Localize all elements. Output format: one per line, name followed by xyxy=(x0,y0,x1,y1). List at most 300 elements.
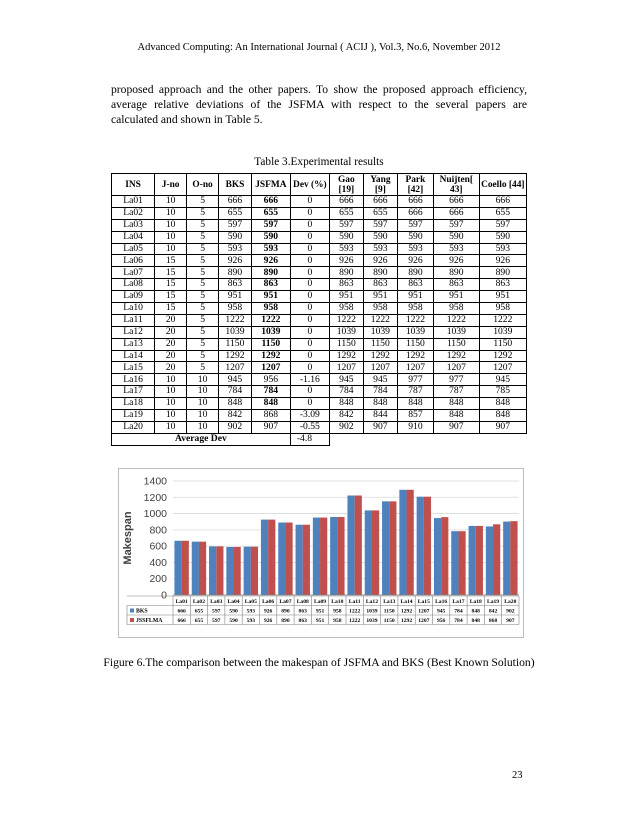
bar-bks-la07 xyxy=(278,523,285,595)
table-cell: 945 xyxy=(363,374,397,386)
table-row xyxy=(112,350,527,362)
table-cell: 10 xyxy=(155,243,187,255)
table-cell: 910 xyxy=(397,421,433,433)
table-cell: 787 xyxy=(433,386,479,398)
table-cell: 958 xyxy=(251,303,290,315)
table-cell: 1150 xyxy=(219,338,252,350)
x-tick-label: La02 xyxy=(192,599,206,605)
table-cell: 0 xyxy=(290,398,329,410)
table-cell: 20 xyxy=(155,314,187,326)
header-cell: Coello [44] xyxy=(479,174,526,196)
table-cell: 958 xyxy=(329,303,363,315)
data-label: 666 xyxy=(177,608,186,615)
table-cell: 1039 xyxy=(219,326,252,338)
data-label: 863 xyxy=(298,608,307,615)
bar-bks-la13 xyxy=(382,501,389,595)
y-tick-label: 0 xyxy=(161,589,167,602)
table-row xyxy=(112,398,527,410)
legend-label: BKS xyxy=(136,608,148,615)
bar-bks-la17 xyxy=(451,531,458,595)
table-cell: La18 xyxy=(112,398,155,410)
bar-bks-la01 xyxy=(174,541,181,595)
bar-jssflma-la16 xyxy=(441,517,448,595)
table-cell: 1292 xyxy=(329,350,363,362)
table-cell: 977 xyxy=(397,374,433,386)
x-tick-label: La20 xyxy=(504,599,517,605)
table-cell: 956 xyxy=(251,374,290,386)
x-tick-label: La15 xyxy=(417,599,430,605)
table-cell: La12 xyxy=(112,326,155,338)
table-cell: 5 xyxy=(187,338,219,350)
table-cell: 890 xyxy=(397,267,433,279)
data-label: 890 xyxy=(281,608,290,615)
bar-bks-la06 xyxy=(261,520,268,595)
table-cell: 848 xyxy=(363,398,397,410)
x-tick-label: La12 xyxy=(365,599,379,605)
bar-bks-la03 xyxy=(209,546,216,595)
x-tick-label: La11 xyxy=(348,599,361,605)
data-label: 1150 xyxy=(383,618,395,624)
table-cell: La09 xyxy=(112,291,155,303)
y-axis-title: Makespan xyxy=(122,511,134,565)
average-label: Average Dev xyxy=(112,433,291,445)
table-cell: 1150 xyxy=(251,338,290,350)
data-label: 1039 xyxy=(366,618,378,624)
y-tick-label: 1200 xyxy=(143,491,167,504)
data-label: 784 xyxy=(454,608,463,615)
table-cell: 1222 xyxy=(479,314,526,326)
x-tick-label: La08 xyxy=(296,599,309,605)
table-row xyxy=(112,231,527,243)
table-cell: 0 xyxy=(290,231,329,243)
average-blank xyxy=(329,433,526,445)
bar-jssflma-la03 xyxy=(216,546,223,595)
table-cell: 666 xyxy=(251,196,290,208)
table-header-row xyxy=(112,174,527,196)
table-cell: 655 xyxy=(329,207,363,219)
table-cell: 5 xyxy=(187,255,219,267)
data-label: 784 xyxy=(454,618,463,624)
bar-jssflma-la07 xyxy=(285,523,292,595)
table-cell: 1292 xyxy=(479,350,526,362)
header-cell: INS xyxy=(112,174,155,196)
table-cell: 15 xyxy=(155,291,187,303)
x-tick-label: La07 xyxy=(279,599,292,605)
bar-jssflma-la15 xyxy=(424,497,431,595)
table-cell: 20 xyxy=(155,362,187,374)
table-cell: -1.16 xyxy=(290,374,329,386)
bar-jssflma-la12 xyxy=(372,510,379,595)
data-label: 907 xyxy=(506,618,515,624)
data-label: 868 xyxy=(488,618,498,624)
table-cell: 842 xyxy=(329,410,363,422)
table-cell: 863 xyxy=(479,279,526,291)
table-cell: 10 xyxy=(155,231,187,243)
bar-bks-la18 xyxy=(469,526,476,595)
bar-bks-la04 xyxy=(226,547,233,595)
table-row xyxy=(112,279,527,291)
table-cell: La11 xyxy=(112,314,155,326)
table-cell: 902 xyxy=(219,421,252,433)
table-cell: 945 xyxy=(479,374,526,386)
table-cell: 890 xyxy=(251,267,290,279)
table-cell: 1039 xyxy=(329,326,363,338)
data-label: 1207 xyxy=(418,608,430,615)
table-row xyxy=(112,196,527,208)
table-cell: 5 xyxy=(187,362,219,374)
table-cell: 0 xyxy=(290,255,329,267)
data-label: 863 xyxy=(298,618,307,624)
table-cell: 958 xyxy=(219,303,252,315)
table-cell: 5 xyxy=(187,291,219,303)
bar-bks-la05 xyxy=(244,547,251,595)
bar-jssflma-la01 xyxy=(182,541,189,595)
legend-label: JSSFLMA xyxy=(136,618,163,624)
table-cell: La04 xyxy=(112,231,155,243)
table-cell: 597 xyxy=(219,219,252,231)
data-label: 926 xyxy=(263,608,273,615)
table-cell: 666 xyxy=(219,196,252,208)
table-cell: La14 xyxy=(112,350,155,362)
table-cell: La13 xyxy=(112,338,155,350)
data-label: 655 xyxy=(194,618,204,624)
x-tick-label: La14 xyxy=(400,599,413,605)
table-row xyxy=(112,243,527,255)
average-row xyxy=(112,433,527,445)
table-cell: 890 xyxy=(219,267,252,279)
table-cell: 666 xyxy=(397,196,433,208)
table-cell: La05 xyxy=(112,243,155,255)
x-tick-label: La09 xyxy=(313,599,327,605)
table-cell: La19 xyxy=(112,410,155,422)
data-label: 890 xyxy=(281,618,290,624)
table-cell: 848 xyxy=(479,398,526,410)
table-cell: La07 xyxy=(112,267,155,279)
table-cell: 0 xyxy=(290,196,329,208)
data-label: 590 xyxy=(229,618,238,624)
figure-caption: Figure 6.The comparison between the makespan of JSFMA and BKS (Best Known Solution) xyxy=(103,656,535,669)
data-label: 1222 xyxy=(349,618,361,624)
table-cell: 926 xyxy=(479,255,526,267)
bar-jssflma-la06 xyxy=(268,520,275,595)
table-cell: 0 xyxy=(290,219,329,231)
table-cell: 5 xyxy=(187,326,219,338)
bar-bks-la08 xyxy=(296,525,303,595)
table-row xyxy=(112,410,527,422)
table-cell: 785 xyxy=(479,386,526,398)
data-label: 956 xyxy=(436,618,446,624)
table-cell: 1292 xyxy=(251,350,290,362)
data-label: 1222 xyxy=(349,608,361,615)
table-cell: 863 xyxy=(219,279,252,291)
table-cell: 5 xyxy=(187,303,219,315)
table-cell: 15 xyxy=(155,279,187,291)
table-cell: 1222 xyxy=(329,314,363,326)
header-cell: Yang [9] xyxy=(363,174,397,196)
table-cell: 597 xyxy=(397,219,433,231)
data-label: 597 xyxy=(212,618,221,624)
table-cell: 907 xyxy=(363,421,397,433)
table-cell: 977 xyxy=(433,374,479,386)
table-cell: 593 xyxy=(397,243,433,255)
table-cell: 844 xyxy=(363,410,397,422)
table-cell: 655 xyxy=(479,207,526,219)
data-label: 597 xyxy=(212,608,221,615)
table-cell: La10 xyxy=(112,303,155,315)
table-cell: 890 xyxy=(329,267,363,279)
table-cell: 863 xyxy=(433,279,479,291)
table-cell: 902 xyxy=(329,421,363,433)
table-cell: 666 xyxy=(433,196,479,208)
table-cell: 10 xyxy=(187,386,219,398)
table-cell: La08 xyxy=(112,279,155,291)
table-cell: 1222 xyxy=(363,314,397,326)
table-cell: 10 xyxy=(155,421,187,433)
table-cell: 0 xyxy=(290,207,329,219)
table-cell: 1292 xyxy=(219,350,252,362)
table-cell: La03 xyxy=(112,219,155,231)
table-caption: Table 3.Experimental results xyxy=(254,156,384,168)
table-cell: 5 xyxy=(187,279,219,291)
x-tick-label: La18 xyxy=(469,599,482,605)
table-cell: 10 xyxy=(155,374,187,386)
table-cell: 863 xyxy=(363,279,397,291)
header-cell: BKS xyxy=(219,174,252,196)
table-cell: 666 xyxy=(329,196,363,208)
data-label: 842 xyxy=(488,608,498,615)
x-tick-label: La06 xyxy=(262,599,275,605)
table-cell: 0 xyxy=(290,326,329,338)
table-cell: 848 xyxy=(433,410,479,422)
table-cell: 593 xyxy=(329,243,363,255)
table-cell: 787 xyxy=(397,386,433,398)
data-label: 590 xyxy=(229,608,238,615)
data-label: 951 xyxy=(315,618,325,624)
bar-bks-la12 xyxy=(365,510,372,595)
bar-jssflma-la04 xyxy=(234,547,241,595)
data-label: 951 xyxy=(315,608,325,615)
table-cell: La16 xyxy=(112,374,155,386)
table-cell: La02 xyxy=(112,207,155,219)
table-cell: 590 xyxy=(397,231,433,243)
table-cell: 1207 xyxy=(433,362,479,374)
data-label: 1039 xyxy=(366,608,378,615)
table-cell: 1039 xyxy=(479,326,526,338)
bar-bks-la10 xyxy=(330,517,337,595)
legend-swatch xyxy=(130,609,134,613)
table-cell: 666 xyxy=(397,207,433,219)
table-cell: 593 xyxy=(433,243,479,255)
table-cell: 1039 xyxy=(251,326,290,338)
x-tick-label: La16 xyxy=(435,599,448,605)
table-cell: 1207 xyxy=(479,362,526,374)
table-cell: 951 xyxy=(219,291,252,303)
bar-jssflma-la13 xyxy=(389,501,396,595)
bar-jssflma-la19 xyxy=(493,524,500,595)
table-cell: 590 xyxy=(251,231,290,243)
table-cell: 958 xyxy=(363,303,397,315)
table-cell: 1039 xyxy=(363,326,397,338)
page-number: 23 xyxy=(512,770,523,781)
table-cell: 5 xyxy=(187,267,219,279)
table-cell: La06 xyxy=(112,255,155,267)
data-label: 1292 xyxy=(400,608,413,615)
table-row xyxy=(112,326,527,338)
table-cell: 1207 xyxy=(251,362,290,374)
table-cell: 848 xyxy=(397,398,433,410)
data-label: 926 xyxy=(263,618,273,624)
table-cell: 593 xyxy=(479,243,526,255)
table-cell: 868 xyxy=(251,410,290,422)
table-cell: 10 xyxy=(155,196,187,208)
table-cell: 848 xyxy=(219,398,252,410)
table-cell: 593 xyxy=(219,243,252,255)
table-cell: 5 xyxy=(187,314,219,326)
y-tick-label: 400 xyxy=(149,556,167,569)
table-cell: 590 xyxy=(363,231,397,243)
table-row xyxy=(112,314,527,326)
table-cell: 907 xyxy=(251,421,290,433)
table-cell: 1222 xyxy=(219,314,252,326)
table-row xyxy=(112,267,527,279)
data-label: 593 xyxy=(246,618,256,624)
x-tick-label: La04 xyxy=(227,599,240,605)
table-cell: 1292 xyxy=(397,350,433,362)
data-label: 958 xyxy=(333,618,342,624)
data-label: 902 xyxy=(506,608,515,615)
results-table xyxy=(111,173,527,446)
chart-svg xyxy=(119,469,523,637)
table-cell: 5 xyxy=(187,243,219,255)
table-cell: 926 xyxy=(397,255,433,267)
table-cell: 1039 xyxy=(433,326,479,338)
table-cell: 666 xyxy=(479,196,526,208)
table-cell: 15 xyxy=(155,267,187,279)
table-cell: 1150 xyxy=(397,338,433,350)
average-value: -4.8 xyxy=(290,433,329,445)
data-label: 848 xyxy=(471,618,480,624)
bar-bks-la19 xyxy=(486,526,493,595)
table-cell: 890 xyxy=(479,267,526,279)
table-cell: 10 xyxy=(187,421,219,433)
table-cell: 1207 xyxy=(397,362,433,374)
table-cell: 10 xyxy=(187,374,219,386)
table-cell: 10 xyxy=(187,410,219,422)
bar-bks-la20 xyxy=(503,522,510,595)
table-cell: 1292 xyxy=(433,350,479,362)
table-cell: 0 xyxy=(290,386,329,398)
table-cell: 951 xyxy=(479,291,526,303)
table-row xyxy=(112,303,527,315)
table-cell: 951 xyxy=(251,291,290,303)
table-row xyxy=(112,207,527,219)
table-cell: La01 xyxy=(112,196,155,208)
table-cell: 958 xyxy=(433,303,479,315)
legend-swatch xyxy=(130,618,134,622)
table-cell: 5 xyxy=(187,207,219,219)
table-cell: 597 xyxy=(433,219,479,231)
table-cell: 0 xyxy=(290,350,329,362)
data-label: 848 xyxy=(471,608,480,615)
table-cell: 951 xyxy=(329,291,363,303)
table-cell: 590 xyxy=(219,231,252,243)
x-tick-label: La17 xyxy=(452,599,465,605)
table-cell: 907 xyxy=(479,421,526,433)
table-cell: 863 xyxy=(329,279,363,291)
table-cell: La17 xyxy=(112,386,155,398)
table-cell: 0 xyxy=(290,279,329,291)
table-cell: 666 xyxy=(363,196,397,208)
journal-header: Advanced Computing: An International Journal ( ACIJ ), Vol.3, No.6, November 2012 xyxy=(137,42,501,53)
table-cell: 1207 xyxy=(219,362,252,374)
table-cell: 10 xyxy=(155,410,187,422)
table-cell: 666 xyxy=(433,207,479,219)
table-cell: 5 xyxy=(187,350,219,362)
table-cell: 10 xyxy=(155,219,187,231)
y-tick-label: 200 xyxy=(149,573,167,586)
table-cell: 863 xyxy=(397,279,433,291)
bar-bks-la16 xyxy=(434,518,441,595)
table-cell: 1150 xyxy=(433,338,479,350)
table-row xyxy=(112,338,527,350)
table-cell: 784 xyxy=(363,386,397,398)
x-tick-label: La10 xyxy=(331,599,344,605)
table-cell: 1292 xyxy=(363,350,397,362)
table-cell: 593 xyxy=(363,243,397,255)
y-tick-label: 1400 xyxy=(143,475,167,488)
x-tick-label: La05 xyxy=(244,599,257,605)
table-cell: 590 xyxy=(433,231,479,243)
table-cell: 842 xyxy=(219,410,252,422)
bar-bks-la09 xyxy=(313,518,320,595)
header-cell: JSFMA xyxy=(251,174,290,196)
table-cell: 926 xyxy=(329,255,363,267)
table-cell: 926 xyxy=(251,255,290,267)
table-cell: 0 xyxy=(290,338,329,350)
table-row xyxy=(112,421,527,433)
table-cell: 1207 xyxy=(363,362,397,374)
bar-bks-la02 xyxy=(192,542,199,595)
bar-bks-la15 xyxy=(417,497,424,595)
table-cell: 0 xyxy=(290,314,329,326)
header-cell: Nuijten[ 43] xyxy=(433,174,479,196)
body-paragraph: proposed approach and the other papers. To show the proposed approach efficiency, average relative deviations of the JSFMA with respect to the several papers are calculated and shown in Table 5. xyxy=(111,83,527,126)
table-row xyxy=(112,362,527,374)
table-cell: 784 xyxy=(329,386,363,398)
bar-jssflma-la11 xyxy=(355,495,362,595)
table-cell: 958 xyxy=(397,303,433,315)
table-cell: 951 xyxy=(433,291,479,303)
table-cell: 597 xyxy=(479,219,526,231)
bar-jssflma-la05 xyxy=(251,547,258,595)
table-cell: 10 xyxy=(155,207,187,219)
table-cell: 1222 xyxy=(433,314,479,326)
header-cell: Gao [19] xyxy=(329,174,363,196)
bar-jssflma-la08 xyxy=(303,525,310,595)
table-row xyxy=(112,386,527,398)
data-label: 1150 xyxy=(383,608,395,615)
table-cell: 15 xyxy=(155,303,187,315)
table-row xyxy=(112,291,527,303)
table-cell: 848 xyxy=(251,398,290,410)
table-cell: 597 xyxy=(363,219,397,231)
x-tick-label: La03 xyxy=(210,599,223,605)
y-tick-label: 1000 xyxy=(143,508,167,521)
header-cell: Dev (%) xyxy=(290,174,329,196)
table-cell: 15 xyxy=(155,255,187,267)
table-cell: 5 xyxy=(187,196,219,208)
table-cell: 926 xyxy=(433,255,479,267)
